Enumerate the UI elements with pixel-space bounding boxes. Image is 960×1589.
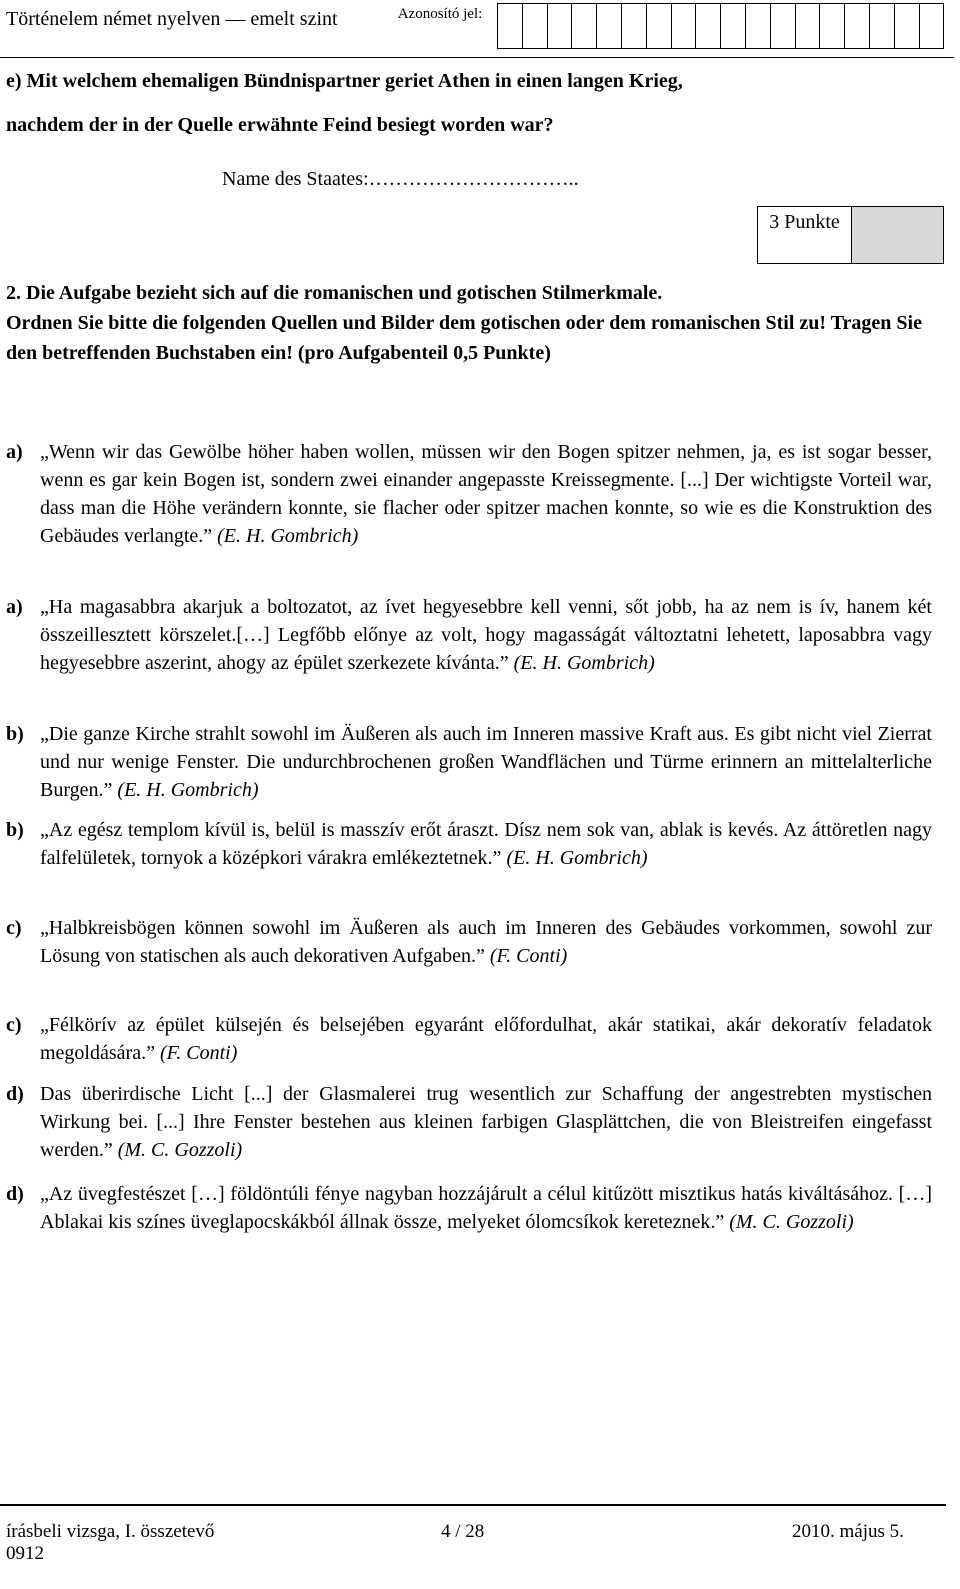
list-item	[6, 593, 932, 677]
footer-page-number: 4 / 28	[441, 1521, 485, 1542]
question-e-line1: e) Mit welchem ehemaligen Bündnispartner geriet Athen in einen langen Krieg,	[6, 70, 683, 92]
id-box[interactable]	[771, 3, 796, 49]
id-box[interactable]	[845, 3, 870, 49]
task2-points-note: (pro Aufgabenteil 0,5 Punkte)	[297, 342, 551, 364]
azonosito-label: Azonosító jel:	[397, 6, 483, 22]
item-citation: (M. C. Gozzoli)	[729, 1211, 854, 1233]
id-box[interactable]	[820, 3, 845, 49]
item-text: „Az üvegfestészet […] földöntúli fénye nagyban hozzájárult a célul kitűzött misztikus hatás kiváltásához. […] Ablakai kis színes üveglapocskákból állnak össze, melyeket ólomcsíkok kereteznek.”	[40, 1183, 932, 1233]
item-text: „Félkörív az épület külsején és belsejében egyaránt előfordulhat, akár statikai, akár dekoratív feladatok megoldására.”	[40, 1014, 932, 1064]
task2-instruction-text: Ordnen Sie bitte die folgenden Quellen und Bilder dem gotischen oder dem romanischen Stil zu! Tragen Sie den betreffenden Buchstaben ein!	[6, 312, 922, 364]
item-label: d)	[6, 1183, 24, 1205]
item-label: c)	[6, 1014, 22, 1036]
item-text: „Die ganze Kirche strahlt sowohl im Äußeren als auch im Inneren massive Kraft aus. Es gibt nicht viel Zierrat und nur wenige Fenster. Die undurchbrochenen großen Wandflächen und Türme erinnern an mittelalterliche Burgen.”	[40, 723, 932, 801]
id-box[interactable]	[548, 3, 573, 49]
item-label: b)	[6, 819, 24, 841]
item-text: Das überirdische Licht [...] der Glasmalerei trug wesentlich zur Schaffung der angestrebten mystischen Wirkung bei. [...] Ihre Fenster bestehen aus kleinen farbigen Glasplättchen, die von Bleistreifen eingefasst werden.”	[40, 1083, 932, 1161]
header-title: Történelem német nyelven — emelt szint	[6, 8, 338, 30]
footer-divider	[0, 1504, 946, 1506]
id-box[interactable]	[647, 3, 672, 49]
footer-date: 2010. május 5.	[792, 1521, 904, 1542]
points-box	[757, 206, 944, 264]
id-box[interactable]	[622, 3, 647, 49]
item-text: „Halbkreisbögen können sowohl im Äußeren als auch im Inneren des Gebäudes vorkommen, sowohl zur Lösung von statischen als auch dekorativen Aufgaben.”	[40, 917, 932, 967]
question-e-line2: nachdem der in der Quelle erwähnte Feind besiegt worden war?	[6, 114, 554, 136]
item-citation: (E. H. Gombrich)	[117, 779, 259, 801]
id-box[interactable]	[920, 3, 945, 49]
id-box[interactable]	[572, 3, 597, 49]
points-score-cell[interactable]	[852, 207, 943, 263]
item-label: a)	[6, 596, 23, 618]
id-box[interactable]	[870, 3, 895, 49]
item-citation: (M. C. Gozzoli)	[117, 1139, 243, 1161]
item-citation: (F. Conti)	[489, 945, 568, 967]
list-item	[6, 914, 932, 970]
footer-code: 0912	[6, 1543, 44, 1564]
item-label: c)	[6, 917, 22, 939]
id-box[interactable]	[523, 3, 548, 49]
item-text: „Az egész templom kívül is, belül is masszív erőt áraszt. Dísz nem sok van, ablak is kevés. Az áttöretlen nagy falfelületek, tornyok a középkori várakra emlékeztetnek.”	[40, 819, 932, 869]
id-box[interactable]	[498, 3, 523, 49]
id-code-boxes[interactable]	[497, 3, 944, 49]
id-box[interactable]	[895, 3, 920, 49]
item-text: „Ha magasabbra akarjuk a boltozatot, az ívet hegyesebbre kell venni, sőt jobb, ha az nem is ív, hanem két összeillesztett körszelet.[…] Legfőbb előnye az volt, hogy magasságát változtatni lehetett, laposabbra vagy hegyesebbre aszerint, ahogy az épület szerkezete kívánta.”	[40, 596, 932, 674]
list-item	[6, 720, 932, 804]
list-item	[6, 816, 932, 872]
item-label: a)	[6, 441, 23, 463]
list-item	[6, 438, 932, 550]
page-header	[0, 0, 960, 58]
item-label: d)	[6, 1083, 24, 1105]
id-box[interactable]	[696, 3, 721, 49]
task2-instruction	[6, 308, 936, 368]
list-item	[6, 1011, 932, 1067]
item-citation: (E. H. Gombrich)	[513, 652, 655, 674]
item-citation: (E. H. Gombrich)	[217, 525, 359, 547]
footer-left	[6, 1521, 214, 1565]
item-citation: (F. Conti)	[159, 1042, 238, 1064]
id-box[interactable]	[672, 3, 697, 49]
header-divider	[0, 57, 954, 58]
id-box[interactable]	[721, 3, 746, 49]
item-text: „Wenn wir das Gewölbe höher haben wollen, müssen wir den Bogen spitzer nehmen, ja, es ist sogar besser, wenn es gar kein Bogen ist, sondern zwei einander angepasste Kreissegmente. [...] Der wichtigste Vorteil war, dass man die Höhe verändern konnte, sie flacher oder spitzer machen konnte, so wie es die Konstruktion des Gebäudes verlangte.”	[40, 441, 932, 547]
item-citation: (E. H. Gombrich)	[506, 847, 648, 869]
id-box[interactable]	[796, 3, 821, 49]
answer-line-state[interactable]: Name des Staates:…………………………..	[222, 168, 579, 190]
list-item	[6, 1180, 932, 1236]
id-box[interactable]	[746, 3, 771, 49]
item-label: b)	[6, 723, 24, 745]
points-label: 3 Punkte	[758, 207, 852, 263]
list-item	[6, 1080, 932, 1164]
footer-exam-label: írásbeli vizsga, I. összetevő	[6, 1521, 215, 1542]
id-box[interactable]	[597, 3, 622, 49]
task2-title: 2. Die Aufgabe bezieht sich auf die romanischen und gotischen Stilmerkmale.	[6, 282, 663, 304]
task2-block	[6, 278, 936, 368]
